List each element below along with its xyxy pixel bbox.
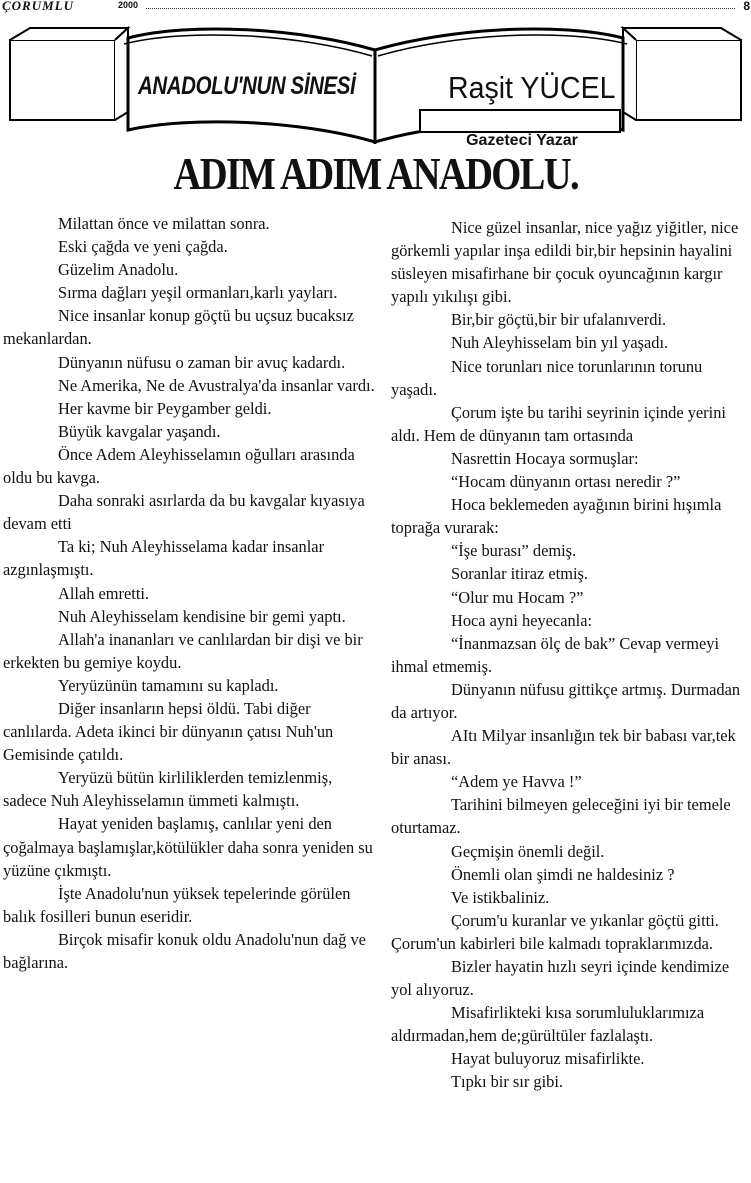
paragraph: Milattan önce ve milattan sonra. [58, 214, 270, 233]
paragraph: Önce Adem Aleyhisselamın oğulları arasında oldu bu kavga. [3, 444, 355, 488]
paragraph: Geçmişin önemli değil. [451, 841, 605, 861]
paragraph: Dünyanın nüfusu gittikçe artmış. Durmadan da artıyor. [391, 679, 741, 722]
paragraph: Nuh Aleyhisselam kendisine bir gemi yaptı. [58, 606, 346, 626]
paragraph: Önemli olan şimdi ne haldesiniz ? [451, 864, 675, 884]
paragraph: Ne Amerika, Ne de Avustralya'da insanlar vardı. [58, 375, 375, 395]
paragraph: Birçok misafir konuk oldu Anadolu'nun dağ ve bağlarına. [3, 929, 366, 972]
paragraph: “İşe burası” demiş. [451, 541, 577, 561]
paragraph: Nice güzel insanlar, nice yağız yiğitler, nice görkemli yapılar inşa edildi bir,bir hepsinin hayalini süsleyen misafirhane bir çocuk oyuncağının kargır yapılı yıkılışı gibi. [391, 218, 739, 307]
paragraph: Daha sonraki asırlarda da bu kavgalar kıyasıya devam etti [3, 491, 365, 534]
page-number: 8 [743, 0, 750, 13]
paragraph: Yeryüzünün tamamını su kapladı. [58, 675, 279, 695]
column-banner [0, 20, 751, 150]
headline-text: ADIM ADIM ANADOLU. [173, 148, 578, 199]
paragraph: Hoca ayni heyecanla: [451, 610, 593, 630]
paragraph: Çorum'u kuranlar ve yıkanlar göçtü gitti. Çorum'un kabirleri bile kalmadı topraklarımızda. [391, 910, 719, 953]
paragraph: Eski çağda ve yeni çağda. [58, 237, 228, 257]
right-text-column [391, 216, 749, 1094]
paragraph: Soranlar itiraz etmiş. [451, 564, 588, 584]
issue-year: 2000 [118, 0, 139, 10]
paragraph: Nasrettin Hocaya sormuşlar: [451, 448, 639, 468]
paragraph: Tıpkı bir sır gibi. [451, 1072, 563, 1092]
paragraph: Allah'a inananları ve canlılardan bir dişi ve bir erkekten bu gemiye koydu. [3, 629, 363, 672]
paragraph: Ve istikbaliniz. [451, 887, 550, 907]
paragraph: Güzelim Anadolu. [58, 260, 179, 280]
open-book-graphic [0, 20, 751, 150]
paragraph: Hayat yeniden başlamış, canlılar yeni den çoğalmaya başlamışlar,kötülükler daha sonra yeniden su yüzüne çıkmıştı. [3, 814, 373, 880]
paragraph: Diğer insanların hepsi öldü. Tabi diğer canlılarda. Adeta ikinci bir dünyanın çatısı Nuh'un Gemisinde çatıldı. [3, 698, 334, 765]
paragraph: “Adem ye Havva !” [451, 772, 582, 792]
paragraph: “Hocam dünyanın ortası neredir ?” [451, 472, 681, 492]
paragraph: Hoca beklemeden ayağının birini hışımla toprağa vurarak: [391, 495, 722, 538]
article-headline [0, 150, 751, 198]
paragraph: Büyük kavgalar yaşandı. [58, 421, 221, 441]
paragraph: Allah emretti. [58, 583, 150, 603]
left-text-column [3, 212, 379, 974]
paragraph: “Olur mu Hocam ?” [451, 587, 584, 607]
paragraph: AItı Milyar insanlığın tek bir babası var,tek bir anası. [391, 726, 736, 769]
paragraph: Tarihini bilmeyen geleceğini iyi bir temele oturtamaz. [391, 795, 731, 838]
paragraph: Nice torunları nice torunlarının torunu yaşadı. [391, 356, 703, 399]
paragraph: Nuh Aleyhisselam bin yıl yaşadı. [451, 333, 669, 353]
author-role: Gazeteci Yazar [466, 132, 578, 149]
paragraph: Çorum işte bu tarihi seyrinin içinde yerini aldı. Hem de dünyanın tam ortasında [391, 402, 726, 445]
paragraph: Ta ki; Nuh Aleyhisselama kadar insanlar azgınlaşmıştı. [3, 537, 325, 580]
paragraph: Bir,bir göçtü,bir bir ufalanıverdi. [451, 310, 667, 330]
paragraph: Misafirlikteki kısa sorumluluklarımıza aldırmadan,hem de;gürültüler fazlalaştı. [391, 1003, 705, 1046]
paragraph: Nice insanlar konup göçtü bu uçsuz bucaksız mekanlardan. [3, 306, 379, 349]
header-dotted-rule [146, 8, 735, 9]
paragraph: Bizler hayatin hızlı seyri içinde kendimize yol alıyoruz. [391, 957, 730, 1000]
paragraph: Her kavme bir Peygamber geldi. [58, 398, 272, 418]
paragraph: Yeryüzü bütün kirliliklerden temizlenmiş, sadece Nuh Aleyhisselamın ümmeti kalmıştı. [3, 768, 333, 811]
column-title: ANADOLU'NUN SİNESİ [138, 72, 356, 100]
author-name: Raşit YÜCEL [448, 70, 616, 105]
running-header [0, 0, 751, 14]
masthead: ÇORUMLU [2, 0, 75, 13]
paragraph: Hayat buluyoruz misafirlikte. [451, 1049, 645, 1069]
paragraph: Dünyanın nüfusu o zaman bir avuç kadardı. [58, 352, 346, 372]
paragraph: “İnanmazsan ölç de bak” Cevap vermeyi ihmal etmemiş. [391, 633, 720, 676]
paragraph: Sırma dağları yeşil ormanları,karlı yayları. [58, 283, 338, 303]
paragraph: İşte Anadolu'nun yüksek tepelerinde görülen balık fosilleri bunun eseridir. [3, 883, 351, 926]
